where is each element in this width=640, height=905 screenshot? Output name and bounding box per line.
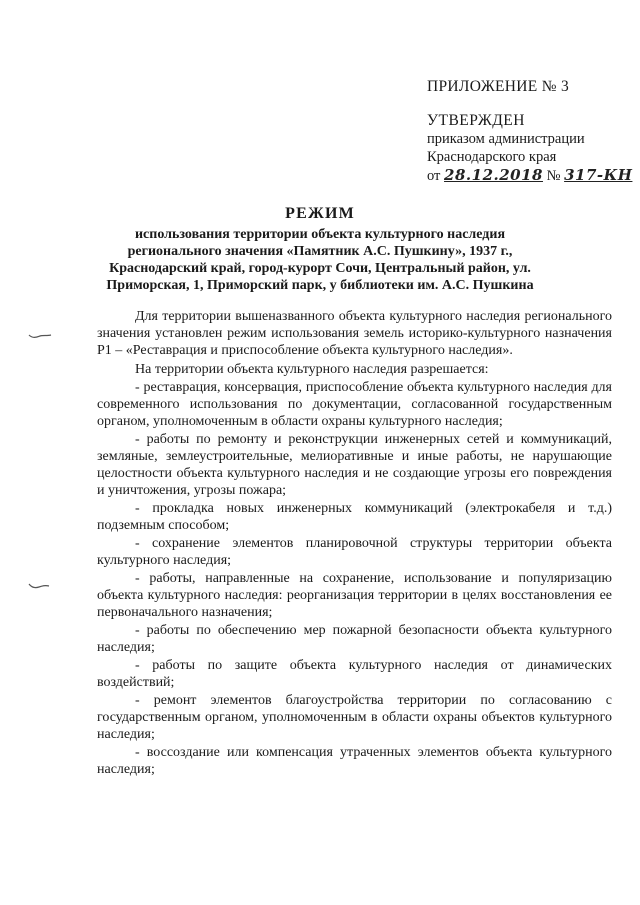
document-body xyxy=(97,308,612,778)
list-item: - работы по обеспечению мер пожарной безопасности объекта культурного наследия; xyxy=(97,623,612,655)
approval-header xyxy=(427,78,633,185)
list-item: - реставрация, консервация, приспособление объекта культурного наследия для современного использования по документации, согласованной государственным органом, уполномоченным в области охраны культурного наследия; xyxy=(97,380,612,429)
handwritten-number: 317-КН xyxy=(564,166,633,184)
margin-scribble-mark xyxy=(28,332,52,340)
date-prefix: от xyxy=(427,168,441,184)
allowed-heading: На территории объекта культурного наследия разрешается: xyxy=(135,362,489,377)
list-item: - работы по ремонту и реконструкции инженерных сетей и коммуникаций, земляные, землеустроительные, мелиоративные и иные работы, не нарушающие целостности объекта культурного наследия и не создающие угрозы его повреждения и уничтожения, угрозы пожара; xyxy=(97,432,612,498)
handwritten-date: 28.12.2018 xyxy=(444,166,543,184)
list-item: - работы, направленные на сохранение, использование и популяризацию объекта культурного наследия: реорганизация территории в целях восстановления ее первоначального назначения; xyxy=(97,571,612,620)
order-date-line xyxy=(427,166,633,185)
number-sign: № xyxy=(546,168,561,184)
document-title: РЕЖИМ xyxy=(285,205,355,222)
list-item: - сохранение элементов планировочной структуры территории объекта культурного наследия; xyxy=(97,536,612,568)
order-line-2: Краснодарского края xyxy=(427,149,557,165)
intro-paragraph: Для территории вышеназванного объекта культурного наследия регионального значения установлен режим использования земель историко-культурного назначения Р1 – «Реставрация и приспособление объекта культурного наследия». xyxy=(97,309,612,358)
list-item: - ремонт элементов благоустройства территории по согласованию с государственным органом, уполномоченным в области охраны объектов культурного наследия; xyxy=(97,693,612,742)
appendix-label: ПРИЛОЖЕНИЕ № 3 xyxy=(427,78,570,95)
order-line-1: приказом администрации xyxy=(427,131,585,147)
approved-label: УТВЕРЖДЕН xyxy=(427,112,525,129)
list-item: - воссоздание или компенсация утраченных элементов объекта культурного наследия; xyxy=(97,745,612,777)
list-item: - работы по защите объекта культурного наследия от динамических воздействий; xyxy=(97,658,612,690)
document-title-block xyxy=(100,205,540,294)
document-subtitle: использования территории объекта культурного наследия регионального значения «Памятник А.С. Пушкину», 1937 г., Краснодарский край, город-курорт Сочи, Центральный район, ул. Приморская, 1, Приморский парк, у библиотеки им. А.С. Пушкина xyxy=(106,227,534,293)
list-item: - прокладка новых инженерных коммуникаций (электрокабеля и т.д.) подземным способом; xyxy=(97,501,612,533)
margin-scribble-mark xyxy=(28,582,50,590)
